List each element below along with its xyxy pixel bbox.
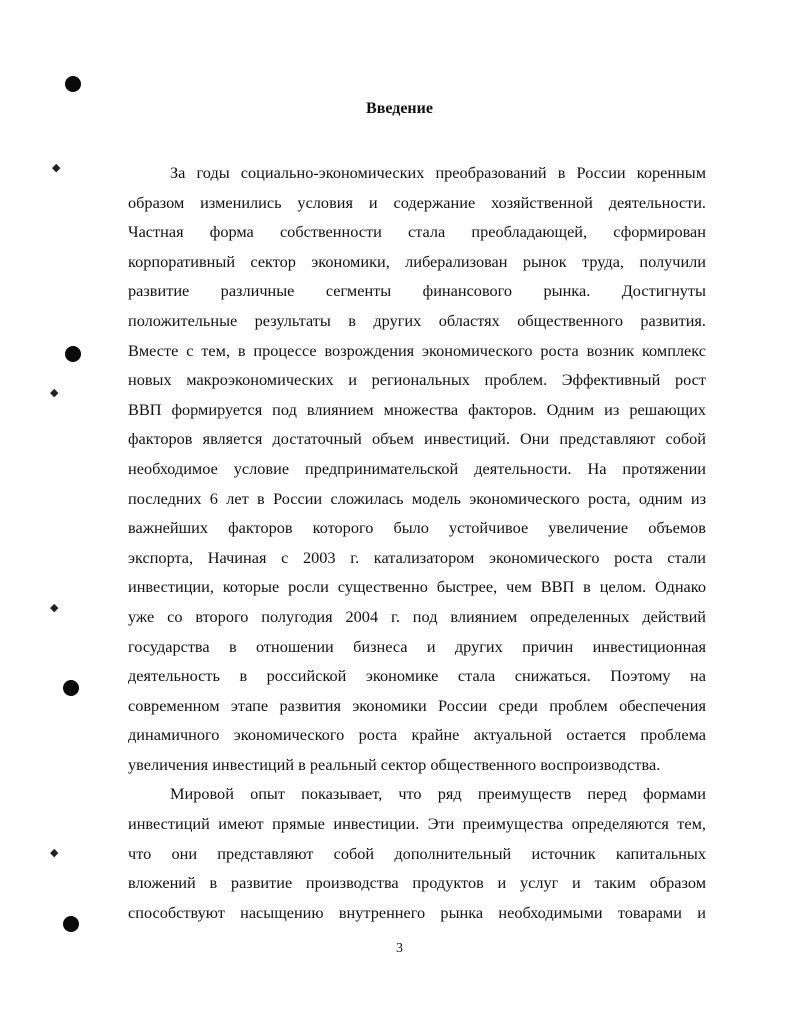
text-line: что они представляют собой дополнительный источник капитальных	[128, 843, 706, 863]
body-text	[128, 158, 706, 927]
binder-hole-2	[65, 346, 81, 362]
text-line: необходимое условие предпринимательской деятельности. На протяжении	[128, 458, 706, 478]
text-line: положительные результаты в других областях общественного развития.	[128, 310, 706, 330]
text-line: Вместе с тем, в процессе возрождения экономического роста возник комплекс	[128, 340, 706, 360]
page-heading: Введение	[366, 100, 433, 117]
scan-mark-4: ◆	[50, 846, 59, 859]
text-line: способствуют насыщению внутреннего рынка необходимыми товарами и	[128, 902, 706, 922]
binder-hole-3	[63, 680, 79, 696]
text-line: динамичного экономического роста крайне актуальной остается проблема	[128, 725, 706, 745]
text-line: экспорта, Начиная с 2003 г. катализатором экономического роста стали	[128, 547, 706, 567]
text-line: уже со второго полугодия 2004 г. под влиянием определенных действий	[128, 606, 706, 626]
text-line: новых макроэкономических и региональных проблем. Эффективный рост	[128, 370, 706, 390]
page-number: 3	[396, 941, 403, 956]
binder-hole-1	[65, 76, 81, 92]
paragraph-2	[128, 779, 706, 927]
text-line: ВВП формируется под влиянием множества факторов. Одним из решающих	[128, 399, 706, 419]
text-line: важнейших факторов которого было устойчивое увеличение объемов	[128, 518, 706, 538]
scan-mark-3: ◆	[50, 601, 59, 614]
scan-mark-1: ◆	[52, 161, 61, 174]
binder-hole-4	[63, 916, 79, 932]
text-line: развитие различные сегменты финансового рынка. Достигнуты	[128, 281, 706, 301]
text-line: деятельность в российской экономике стала снижаться. Поэтому на	[128, 666, 706, 686]
text-line: факторов является достаточный объем инвестиций. Они представляют собой	[128, 429, 706, 449]
text-line: государства в отношении бизнеса и других причин инвестиционная	[128, 636, 706, 656]
text-line: Частная форма собственности стала преобладающей, сформирован	[128, 222, 706, 242]
text-line: За годы социально-экономических преобразований в России коренным	[170, 163, 706, 182]
text-line: последних 6 лет в России сложилась модель экономического роста, одним из	[128, 488, 706, 508]
text-line: вложений в развитие производства продуктов и услуг и таким образом	[128, 873, 706, 893]
scan-mark-2: ◆	[50, 386, 59, 399]
text-line: увеличения инвестиций в реальный сектор общественного воспроизводства.	[128, 754, 661, 774]
text-line: Мировой опыт показывает, что ряд преимуществ перед формами	[170, 784, 706, 804]
text-line: образом изменились условия и содержание хозяйственной деятельности.	[128, 192, 706, 212]
text-line: корпоративный сектор экономики, либерализован рынок труда, получили	[128, 251, 706, 271]
text-line: инвестиции, которые росли существенно быстрее, чем ВВП в целом. Однако	[128, 577, 706, 597]
paragraph-1	[128, 158, 706, 779]
text-line: инвестиций имеют прямые инвестиции. Эти преимущества определяются тем,	[128, 814, 706, 834]
text-line: современном этапе развития экономики России среди проблем обеспечения	[128, 695, 706, 715]
